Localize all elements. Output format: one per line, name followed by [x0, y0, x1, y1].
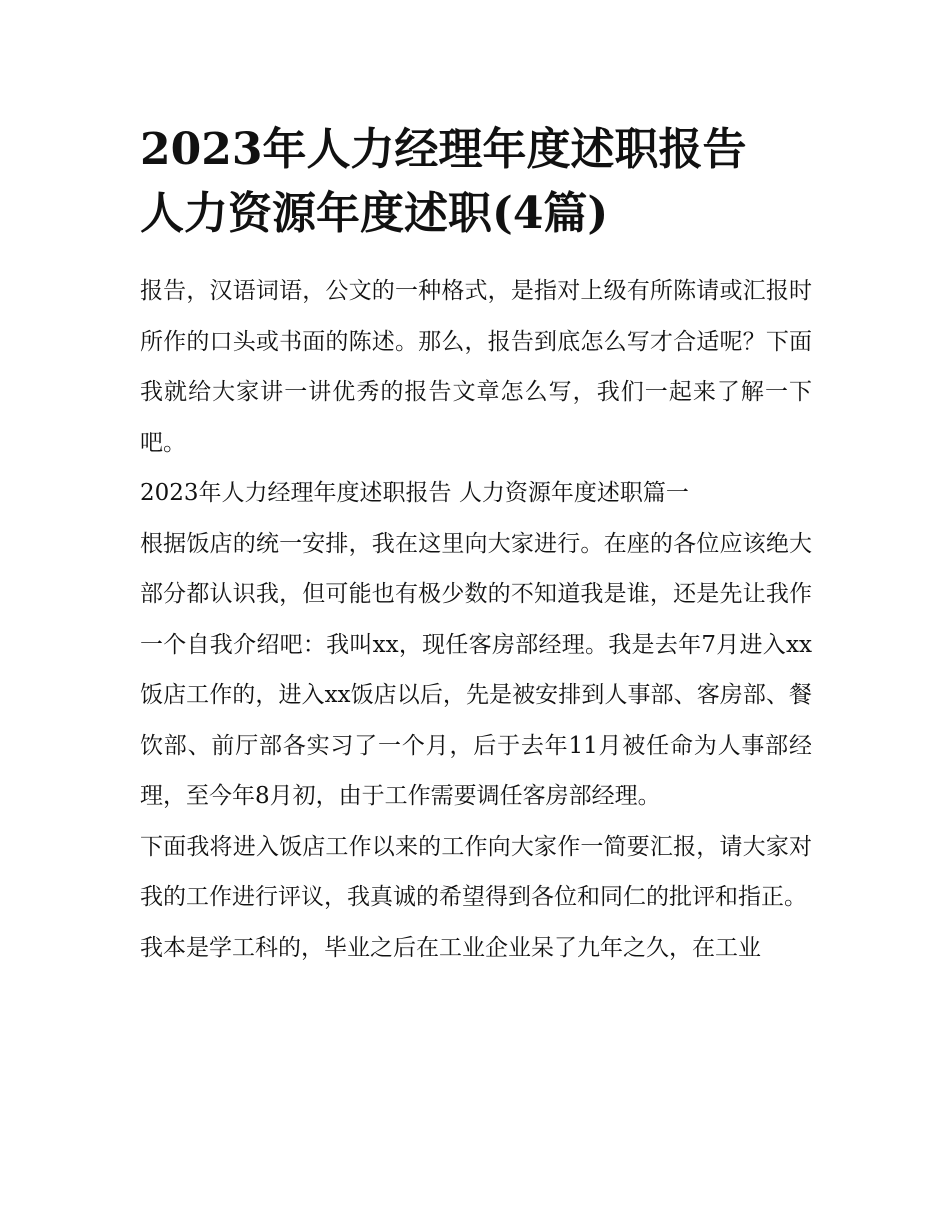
document-body: [140, 118, 812, 973]
body-paragraph-2: 下面我将进入饭店工作以来的工作向大家作一简要汇报，请大家对我的工作进行评议，我真诚的希望得到各位和同仁的批评和指正。: [140, 833, 812, 910]
intro-paragraph: 报告，汉语词语，公文的一种格式，是指对上级有所陈请或汇报时所作的口头或书面的陈述。那么，报告到底怎么写才合适呢？下面我就给大家讲一讲优秀的报告文章怎么写，我们一起来了解一下吧。: [140, 278, 812, 456]
body-paragraph-1: 根据饭店的统一安排，我在这里向大家进行。在座的各位应该绝大部分都认识我，但可能也有极少数的不知道我是谁，还是先让我作一个自我介绍吧：我叫xx，现任客房部经理。我是去年7月进入xx饭店工作的，进入xx饭店以后，先是被安排到人事部、客房部、餐饮部、前厅部各实习了一个月，后于去年11月被任命为人事部经理，至今年8月初，由于工作需要调任客房部经理。: [140, 530, 812, 809]
title-line-1: 2023年人力经理年度述职报告: [140, 124, 747, 175]
section-heading: 2023年人力经理年度述职报告 人力资源年度述职篇一: [140, 480, 689, 506]
title-line-2: 人力资源年度述职(4篇): [140, 188, 609, 239]
document-title: [140, 118, 812, 246]
body-paragraph-3: 我本是学工科的，毕业之后在工业企业呆了九年之久，在工业: [140, 934, 761, 961]
